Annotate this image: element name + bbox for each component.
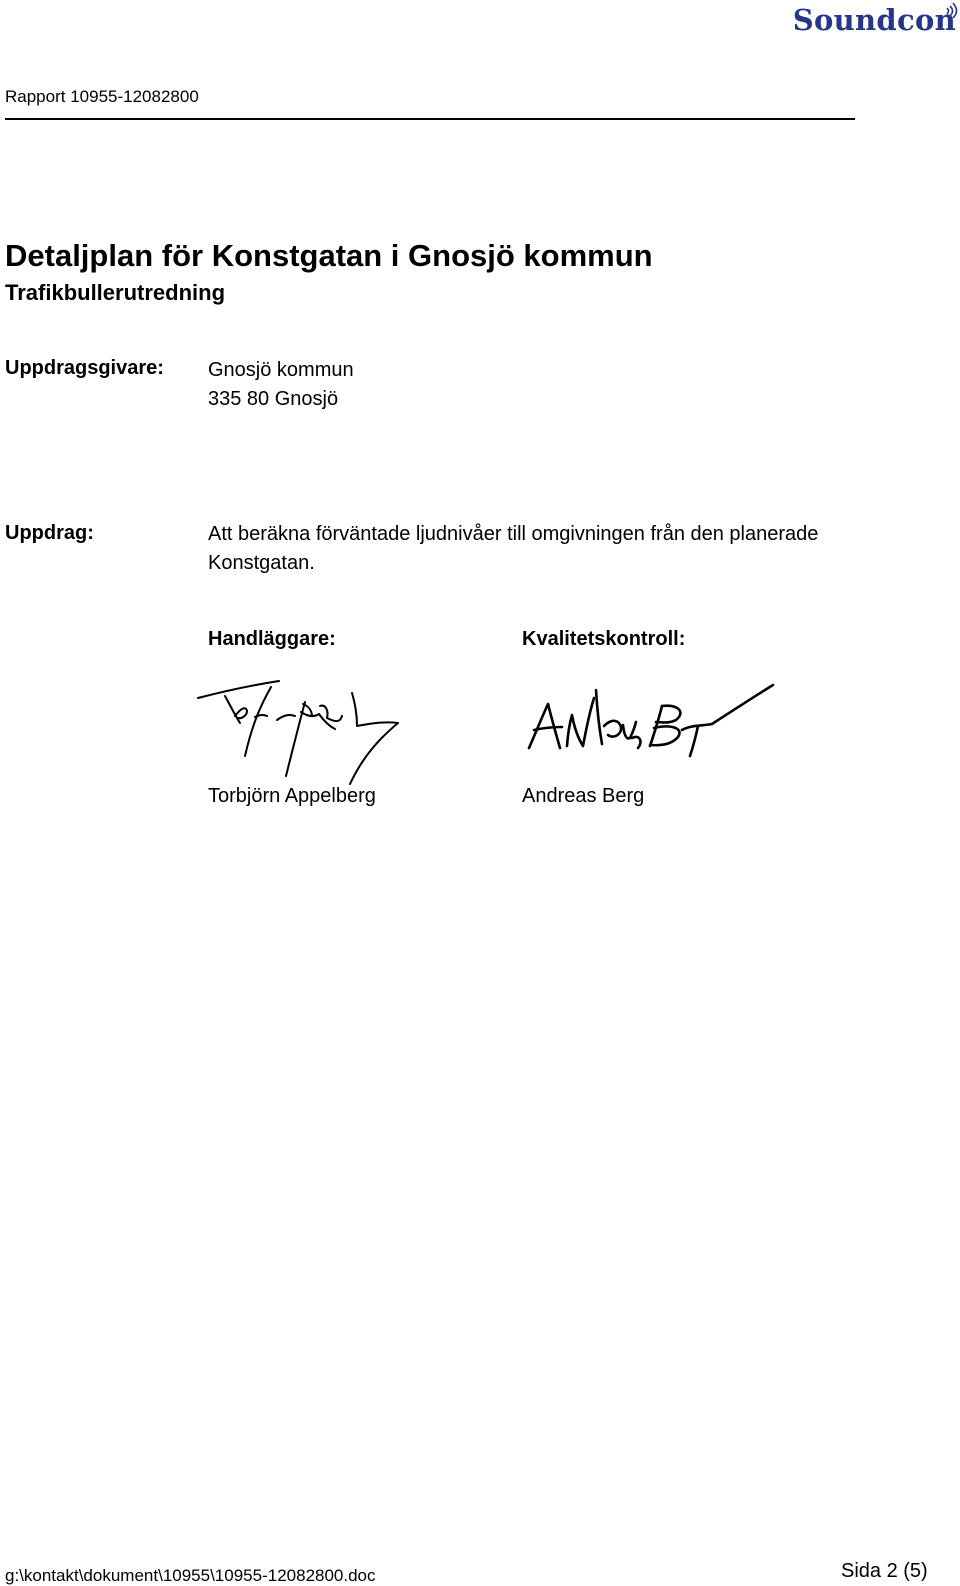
handler-heading: Handläggare:	[208, 628, 336, 650]
footer-file-path: g:\kontakt\dokument\10955\10955-12082800.doc	[5, 1566, 376, 1585]
company-logo	[793, 0, 956, 40]
header-divider	[5, 118, 855, 120]
document-subtitle: Trafikbullerutredning	[5, 280, 226, 305]
quality-control-signature	[526, 682, 776, 762]
handler-name: Torbjörn Appelberg	[208, 785, 376, 807]
client-address	[208, 356, 354, 414]
client-name: Gnosjö kommun	[208, 359, 354, 381]
assignment-label: Uppdrag:	[5, 522, 94, 544]
assignment-line-1: Att beräkna förväntade ljudnivåer till omgivningen från den planerade	[208, 523, 819, 545]
sound-waves-icon	[944, 2, 958, 18]
logo-text: Soundcon	[792, 3, 956, 37]
report-number: Rapport 10955-12082800	[5, 87, 199, 106]
quality-control-name: Andreas Berg	[522, 785, 645, 807]
quality-control-heading: Kvalitetskontroll:	[522, 628, 686, 650]
client-postal: 335 80 Gnosjö	[208, 388, 339, 410]
assignment-line-2: Konstgatan.	[208, 552, 315, 574]
assignment-description	[208, 520, 818, 578]
document-title: Detaljplan för Konstgatan i Gnosjö kommun	[5, 238, 653, 273]
handler-signature	[195, 678, 420, 786]
footer-page-number: Sida 2 (5)	[841, 1560, 928, 1582]
client-label: Uppdragsgivare:	[5, 357, 164, 379]
